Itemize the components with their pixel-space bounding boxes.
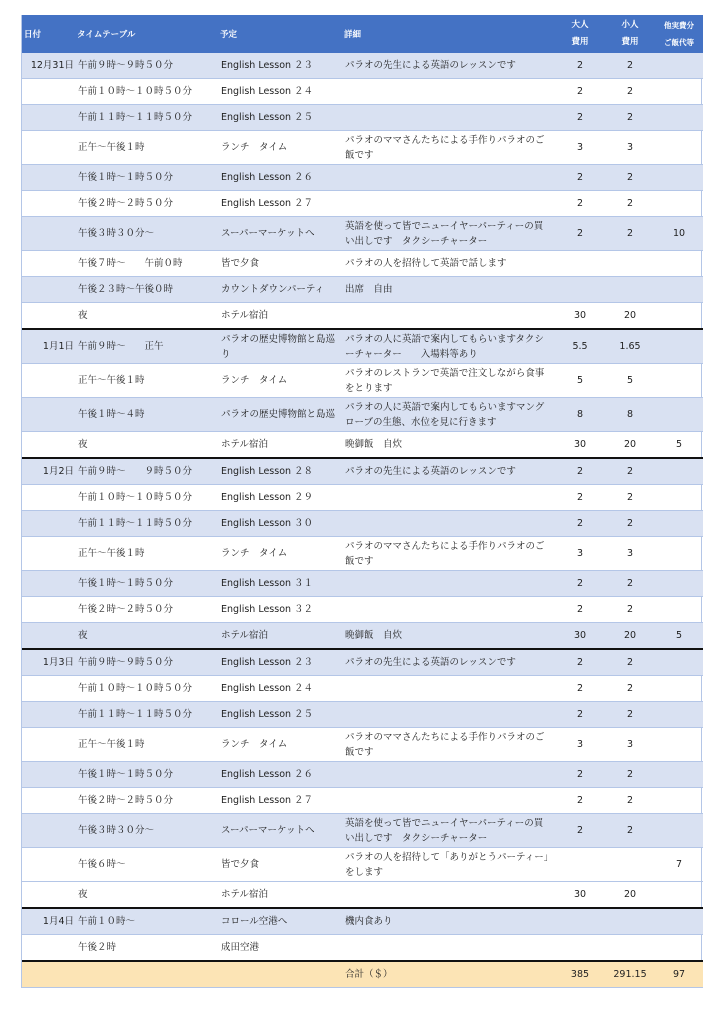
cell-adult: [555, 935, 605, 962]
cell-other: [655, 814, 703, 848]
cell-other: [655, 79, 703, 105]
cell-plan: ランチ タイム: [218, 537, 342, 571]
cell-date: [22, 364, 75, 398]
cell-detail: [342, 762, 555, 788]
cell-plan: ホテル宿泊: [218, 882, 342, 909]
table-row: [22, 814, 703, 848]
cell-child: 2: [605, 702, 655, 728]
cell-date: [22, 105, 75, 131]
cell-time: 正午～午後１時: [75, 364, 218, 398]
cell-time: 夜: [75, 623, 218, 650]
cell-child: [605, 935, 655, 962]
cell-other: [655, 728, 703, 762]
cell-other: [655, 105, 703, 131]
cell-child: 2: [605, 814, 655, 848]
cell-plan: ランチ タイム: [218, 131, 342, 165]
cell-other: [655, 165, 703, 191]
cell-adult: 3: [555, 537, 605, 571]
cell-time: 午後２時～２時５０分: [75, 191, 218, 217]
cell-adult: 30: [555, 432, 605, 459]
cell-time: 午後１時～１時５０分: [75, 165, 218, 191]
table-row: [22, 908, 703, 935]
cell-plan: コロール空港へ: [218, 908, 342, 935]
cell-time: 午後２時～２時５０分: [75, 597, 218, 623]
cell-adult: 8: [555, 398, 605, 432]
cell-other: [655, 882, 703, 909]
cell-plan: English Lesson ３１: [218, 571, 342, 597]
cell-date: 1月1日: [22, 329, 75, 364]
cell-child: [605, 277, 655, 303]
cell-adult: 30: [555, 303, 605, 330]
total-adult: 385: [555, 961, 605, 988]
cell-time: 午後６時～: [75, 848, 218, 882]
table-row: [22, 398, 703, 432]
table-row: [22, 882, 703, 909]
cell-date: [22, 191, 75, 217]
header-adult: 大人 費用: [555, 15, 605, 53]
cell-date: [22, 848, 75, 882]
cell-child: 2: [605, 79, 655, 105]
header-plan: 予定: [218, 15, 342, 53]
table-row: [22, 432, 703, 459]
cell-child: [605, 251, 655, 277]
cell-plan: ホテル宿泊: [218, 432, 342, 459]
cell-plan: 皆で夕食: [218, 848, 342, 882]
cell-time: 午後１時～１時５０分: [75, 571, 218, 597]
cell-child: [605, 908, 655, 935]
cell-date: [22, 165, 75, 191]
cell-other: [655, 251, 703, 277]
cell-time: 午前９時～９時５０分: [75, 53, 218, 79]
cell-adult: 3: [555, 131, 605, 165]
cell-adult: 30: [555, 882, 605, 909]
cell-other: [655, 649, 703, 676]
total-row: [22, 961, 703, 988]
cell-detail: パラオの先生による英語のレッスンです: [342, 649, 555, 676]
cell-child: 2: [605, 597, 655, 623]
cell-child: 2: [605, 217, 655, 251]
cell-date: [22, 217, 75, 251]
cell-plan: English Lesson ３２: [218, 597, 342, 623]
cell-date: [22, 251, 75, 277]
table-row: [22, 597, 703, 623]
cell-adult: 2: [555, 485, 605, 511]
cell-child: 2: [605, 571, 655, 597]
cell-child: 2: [605, 53, 655, 79]
table-row: [22, 571, 703, 597]
cell-plan: English Lesson ２４: [218, 79, 342, 105]
cell-other: 5: [655, 432, 703, 459]
table-row: [22, 848, 703, 882]
cell-adult: 2: [555, 165, 605, 191]
cell-other: [655, 788, 703, 814]
cell-detail: [342, 165, 555, 191]
cell-adult: 2: [555, 458, 605, 485]
cell-plan: パラオの歴史博物館と島巡: [218, 398, 342, 432]
cell-adult: 5.5: [555, 329, 605, 364]
cell-detail: パラオのママさんたちによる手作りパラオのご飯です: [342, 537, 555, 571]
cell-plan: English Lesson ２６: [218, 165, 342, 191]
table-row: [22, 511, 703, 537]
cell-detail: [342, 935, 555, 962]
cell-child: 2: [605, 762, 655, 788]
cell-detail: パラオのレストランで英語で注文しながら食事をとります: [342, 364, 555, 398]
cell-plan: English Lesson ２４: [218, 676, 342, 702]
cell-adult: 2: [555, 702, 605, 728]
cell-other: 5: [655, 623, 703, 650]
table-row: [22, 364, 703, 398]
cell-child: 2: [605, 511, 655, 537]
cell-other: [655, 908, 703, 935]
cell-time: 午後２時～２時５０分: [75, 788, 218, 814]
table-row: [22, 649, 703, 676]
cell-time: 午前１０時～: [75, 908, 218, 935]
cell-other: [655, 329, 703, 364]
table-row: [22, 728, 703, 762]
cell-other: [655, 597, 703, 623]
header-other: 他実費分 ご飯代等: [655, 15, 703, 53]
cell-detail: 機内食あり: [342, 908, 555, 935]
cell-time: 午前９時～ ９時５０分: [75, 458, 218, 485]
cell-time: 午前１０時～１０時５０分: [75, 676, 218, 702]
cell-child: 3: [605, 131, 655, 165]
cell-date: [22, 303, 75, 330]
cell-date: [22, 762, 75, 788]
cell-time: 午後１時～１時５０分: [75, 762, 218, 788]
cell-date: 12月31日: [22, 53, 75, 79]
cell-adult: 2: [555, 676, 605, 702]
table-row: [22, 277, 703, 303]
cell-plan: ホテル宿泊: [218, 623, 342, 650]
cell-other: [655, 571, 703, 597]
cell-adult: 2: [555, 762, 605, 788]
cell-detail: パラオのママさんたちによる手作りパラオのご飯です: [342, 131, 555, 165]
cell-time: 午後２３時～午後０時: [75, 277, 218, 303]
cell-time: 正午～午後１時: [75, 537, 218, 571]
cell-adult: 2: [555, 597, 605, 623]
cell-date: [22, 882, 75, 909]
cell-date: [22, 597, 75, 623]
cell-detail: 晩御飯 自炊: [342, 623, 555, 650]
cell-date: [22, 432, 75, 459]
cell-detail: パラオの人を招待して英語で話します: [342, 251, 555, 277]
cell-time: 午前１０時～１０時５０分: [75, 79, 218, 105]
table-row: [22, 788, 703, 814]
cell-child: 5: [605, 364, 655, 398]
cell-child: 8: [605, 398, 655, 432]
cell-plan: English Lesson ２６: [218, 762, 342, 788]
cell-child: 2: [605, 191, 655, 217]
table-row: [22, 702, 703, 728]
cell-detail: [342, 511, 555, 537]
total-child: 291.15: [605, 961, 655, 988]
cell-time: 午前９時～ 正午: [75, 329, 218, 364]
table-row: [22, 131, 703, 165]
cell-other: [655, 485, 703, 511]
schedule-rows: [22, 53, 703, 961]
cell-plan: スーパーマーケットへ: [218, 217, 342, 251]
cell-plan: English Lesson ２７: [218, 788, 342, 814]
cell-date: [22, 485, 75, 511]
cell-plan: English Lesson ２３: [218, 53, 342, 79]
cell-detail: パラオの人に英語で案内してもらいますタクシーチャーター 入場料等あり: [342, 329, 555, 364]
cell-time: 午前１０時～１０時５０分: [75, 485, 218, 511]
cell-detail: パラオの先生による英語のレッスンです: [342, 458, 555, 485]
cell-plan: 皆で夕食: [218, 251, 342, 277]
cell-detail: [342, 702, 555, 728]
total-empty-date: [22, 961, 75, 988]
cell-date: [22, 728, 75, 762]
cell-date: [22, 571, 75, 597]
table-row: [22, 458, 703, 485]
cell-adult: 2: [555, 79, 605, 105]
cell-plan: English Lesson ２５: [218, 105, 342, 131]
header-date: 日付: [22, 15, 75, 53]
table-row: [22, 762, 703, 788]
cell-date: [22, 814, 75, 848]
cell-detail: [342, 485, 555, 511]
cell-time: 午後３時３０分～: [75, 814, 218, 848]
cell-detail: パラオの人を招待して「ありがとうパーティー」をします: [342, 848, 555, 882]
cell-date: 1月3日: [22, 649, 75, 676]
cell-plan: English Lesson ２８: [218, 458, 342, 485]
cell-plan: 成田空港: [218, 935, 342, 962]
cell-child: 20: [605, 432, 655, 459]
cell-time: 午前１１時～１１時５０分: [75, 702, 218, 728]
cell-detail: パラオの先生による英語のレッスンです: [342, 53, 555, 79]
cell-adult: 2: [555, 105, 605, 131]
cell-date: [22, 788, 75, 814]
table-row: [22, 79, 703, 105]
cell-detail: パラオのママさんたちによる手作りパラオのご飯です: [342, 728, 555, 762]
cell-date: [22, 623, 75, 650]
cell-plan: カウントダウンパーティ: [218, 277, 342, 303]
cell-adult: 2: [555, 814, 605, 848]
cell-time: 夜: [75, 882, 218, 909]
cell-adult: 3: [555, 728, 605, 762]
cell-date: [22, 935, 75, 962]
cell-plan: ホテル宿泊: [218, 303, 342, 330]
table-row: [22, 329, 703, 364]
table-row: [22, 217, 703, 251]
cell-adult: 2: [555, 788, 605, 814]
cell-time: 午前９時～９時５０分: [75, 649, 218, 676]
cell-detail: 英語を使って皆でニューイヤーパーティーの買い出しです タクシーチャーター: [342, 814, 555, 848]
cell-other: [655, 364, 703, 398]
cell-adult: 2: [555, 217, 605, 251]
cell-time: 午後７時～ 午前０時: [75, 251, 218, 277]
cell-child: 1.65: [605, 329, 655, 364]
cell-detail: [342, 79, 555, 105]
cell-detail: [342, 788, 555, 814]
cell-child: 2: [605, 105, 655, 131]
schedule-table-wrapper: [21, 15, 702, 988]
cell-child: 3: [605, 537, 655, 571]
cell-detail: [342, 303, 555, 330]
total-label: 合計（＄）: [342, 961, 555, 988]
table-row: [22, 537, 703, 571]
cell-adult: [555, 908, 605, 935]
cell-time: 午後３時３０分～: [75, 217, 218, 251]
cell-adult: 2: [555, 191, 605, 217]
cell-detail: パラオの人に英語で案内してもらいますマングローブの生態、水位を見に行きます: [342, 398, 555, 432]
header-detail: 詳細: [342, 15, 555, 53]
cell-adult: [555, 277, 605, 303]
table-row: [22, 165, 703, 191]
cell-child: 2: [605, 676, 655, 702]
cell-time: 午後２時: [75, 935, 218, 962]
cell-other: [655, 191, 703, 217]
total-empty-plan: [218, 961, 342, 988]
total-empty-time: [75, 961, 218, 988]
cell-date: 1月4日: [22, 908, 75, 935]
table-row: [22, 251, 703, 277]
cell-adult: 2: [555, 53, 605, 79]
cell-time: 夜: [75, 303, 218, 330]
cell-other: [655, 511, 703, 537]
cell-detail: [342, 882, 555, 909]
cell-child: 3: [605, 728, 655, 762]
cell-time: 正午～午後１時: [75, 728, 218, 762]
cell-plan: パラオの歴史博物館と島巡り: [218, 329, 342, 364]
cell-adult: 5: [555, 364, 605, 398]
cell-other: [655, 702, 703, 728]
header-time: タイムテーブル: [75, 15, 218, 53]
cell-detail: [342, 597, 555, 623]
cell-other: [655, 303, 703, 330]
cell-other: [655, 537, 703, 571]
cell-plan: ランチ タイム: [218, 728, 342, 762]
header-row: [22, 15, 703, 53]
cell-time: 正午～午後１時: [75, 131, 218, 165]
cell-date: [22, 79, 75, 105]
cell-detail: 出席 自由: [342, 277, 555, 303]
cell-child: 2: [605, 485, 655, 511]
cell-detail: [342, 105, 555, 131]
cell-adult: 2: [555, 649, 605, 676]
cell-time: 午後１時～４時: [75, 398, 218, 432]
cell-adult: 2: [555, 511, 605, 537]
cell-detail: 晩御飯 自炊: [342, 432, 555, 459]
cell-time: 夜: [75, 432, 218, 459]
cell-date: [22, 131, 75, 165]
cell-plan: English Lesson ２９: [218, 485, 342, 511]
table-row: [22, 303, 703, 330]
cell-plan: English Lesson ３０: [218, 511, 342, 537]
schedule-table: [22, 15, 703, 988]
cell-other: [655, 458, 703, 485]
table-row: [22, 105, 703, 131]
cell-detail: 英語を使って皆でニューイヤーパーティーの買い出しです タクシーチャーター: [342, 217, 555, 251]
cell-other: [655, 676, 703, 702]
cell-other: [655, 131, 703, 165]
cell-child: 20: [605, 882, 655, 909]
cell-child: 2: [605, 165, 655, 191]
cell-plan: ランチ タイム: [218, 364, 342, 398]
cell-child: 20: [605, 303, 655, 330]
cell-detail: [342, 191, 555, 217]
cell-date: [22, 676, 75, 702]
cell-other: 10: [655, 217, 703, 251]
total-other: 97: [655, 961, 703, 988]
cell-date: [22, 398, 75, 432]
cell-other: [655, 277, 703, 303]
cell-date: [22, 511, 75, 537]
cell-other: [655, 762, 703, 788]
cell-plan: English Lesson ２５: [218, 702, 342, 728]
cell-other: [655, 53, 703, 79]
cell-child: 2: [605, 458, 655, 485]
cell-time: 午前１１時～１１時５０分: [75, 105, 218, 131]
cell-plan: English Lesson ２３: [218, 649, 342, 676]
cell-adult: [555, 251, 605, 277]
cell-plan: English Lesson ２７: [218, 191, 342, 217]
table-row: [22, 623, 703, 650]
cell-other: [655, 398, 703, 432]
cell-child: [605, 848, 655, 882]
cell-date: [22, 537, 75, 571]
cell-adult: [555, 848, 605, 882]
cell-child: 20: [605, 623, 655, 650]
cell-child: 2: [605, 788, 655, 814]
cell-other: 7: [655, 848, 703, 882]
cell-date: 1月2日: [22, 458, 75, 485]
table-row: [22, 191, 703, 217]
cell-date: [22, 277, 75, 303]
cell-child: 2: [605, 649, 655, 676]
cell-adult: 30: [555, 623, 605, 650]
cell-other: [655, 935, 703, 962]
schedule-sheet: [21, 15, 702, 988]
table-row: [22, 53, 703, 79]
cell-time: 午前１１時～１１時５０分: [75, 511, 218, 537]
cell-date: [22, 702, 75, 728]
table-row: [22, 485, 703, 511]
table-row: [22, 676, 703, 702]
cell-detail: [342, 676, 555, 702]
header-child: 小人 費用: [605, 15, 655, 53]
cell-detail: [342, 571, 555, 597]
cell-plan: スーパーマーケットへ: [218, 814, 342, 848]
table-row: [22, 935, 703, 962]
cell-adult: 2: [555, 571, 605, 597]
